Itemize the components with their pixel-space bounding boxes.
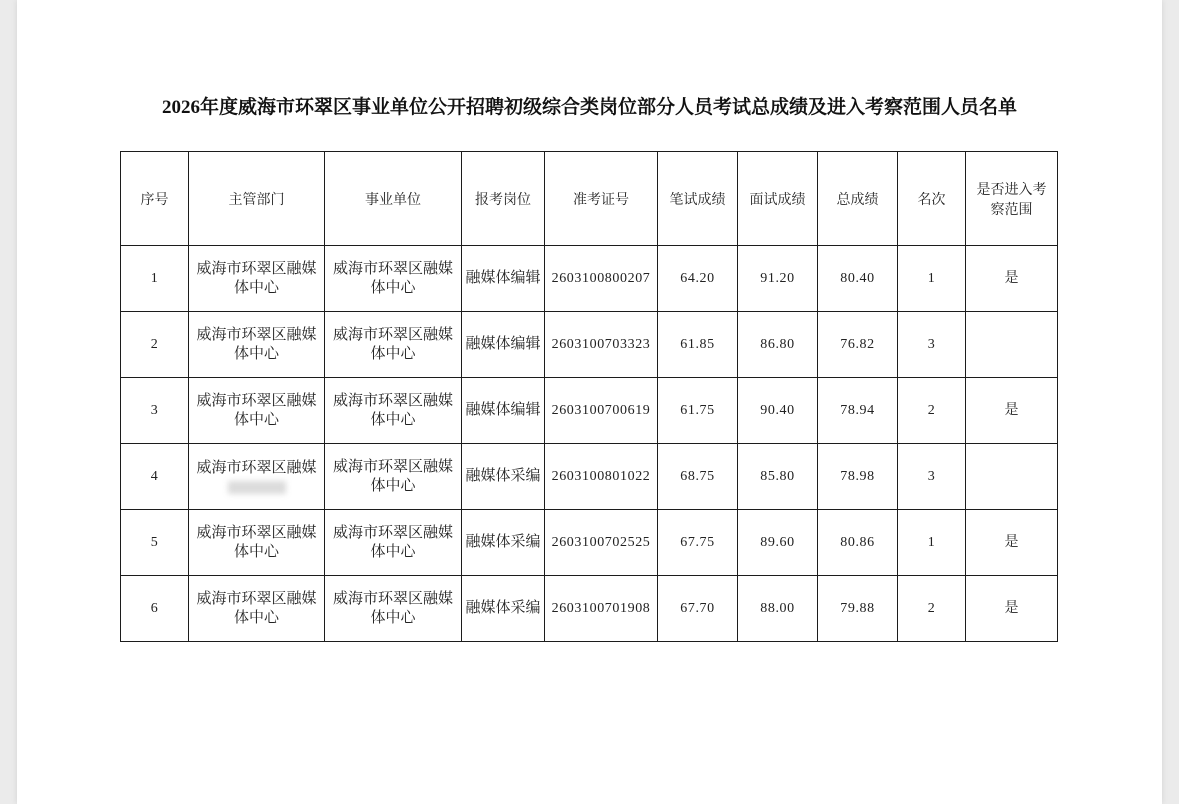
cell-interview-score: 90.40	[738, 378, 818, 444]
cell-exam-id: 2603100702525	[545, 510, 658, 576]
cell-position: 融媒体采编	[462, 444, 545, 510]
cell-unit: 威海市环翠区融媒体中心	[325, 312, 462, 378]
cell-exam-id: 2603100801022	[545, 444, 658, 510]
header-unit: 事业单位	[325, 152, 462, 246]
cell-position: 融媒体编辑	[462, 312, 545, 378]
cell-in-review: 是	[966, 510, 1058, 576]
table-row	[121, 378, 1058, 444]
cell-seq: 6	[121, 576, 189, 642]
header-total-score: 总成绩	[818, 152, 898, 246]
table-header-row	[121, 152, 1058, 246]
cell-unit: 威海市环翠区融媒体中心	[325, 510, 462, 576]
redaction-blur	[228, 481, 286, 494]
cell-total-score: 78.98	[818, 444, 898, 510]
cell-department: 威海市环翠区融媒体中心	[189, 576, 325, 642]
cell-seq: 5	[121, 510, 189, 576]
cell-department: 威海市环翠区融媒体中心	[189, 246, 325, 312]
table-row	[121, 246, 1058, 312]
header-exam-id: 准考证号	[545, 152, 658, 246]
cell-rank: 2	[898, 576, 966, 642]
cell-interview-score: 86.80	[738, 312, 818, 378]
cell-total-score: 80.40	[818, 246, 898, 312]
cell-rank: 3	[898, 444, 966, 510]
cell-position: 融媒体采编	[462, 510, 545, 576]
cell-position: 融媒体编辑	[462, 378, 545, 444]
cell-in-review	[966, 444, 1058, 510]
header-department: 主管部门	[189, 152, 325, 246]
cell-exam-id: 2603100700619	[545, 378, 658, 444]
cell-exam-id: 2603100701908	[545, 576, 658, 642]
cell-rank: 3	[898, 312, 966, 378]
cell-written-score: 67.75	[658, 510, 738, 576]
cell-interview-score: 89.60	[738, 510, 818, 576]
cell-unit: 威海市环翠区融媒体中心	[325, 444, 462, 510]
cell-written-score: 61.75	[658, 378, 738, 444]
cell-exam-id: 2603100703323	[545, 312, 658, 378]
header-position: 报考岗位	[462, 152, 545, 246]
cell-interview-score: 91.20	[738, 246, 818, 312]
cell-position: 融媒体编辑	[462, 246, 545, 312]
table-row	[121, 576, 1058, 642]
cell-seq: 2	[121, 312, 189, 378]
cell-unit: 威海市环翠区融媒体中心	[325, 378, 462, 444]
cell-total-score: 79.88	[818, 576, 898, 642]
header-written-score: 笔试成绩	[658, 152, 738, 246]
cell-total-score: 76.82	[818, 312, 898, 378]
cell-in-review: 是	[966, 576, 1058, 642]
cell-total-score: 80.86	[818, 510, 898, 576]
table-row	[121, 444, 1058, 510]
header-seq: 序号	[121, 152, 189, 246]
cell-rank: 1	[898, 510, 966, 576]
cell-department: 威海市环翠区融媒体中心	[189, 312, 325, 378]
table-row	[121, 510, 1058, 576]
cell-exam-id: 2603100800207	[545, 246, 658, 312]
cell-in-review: 是	[966, 378, 1058, 444]
cell-unit: 威海市环翠区融媒体中心	[325, 576, 462, 642]
cell-in-review	[966, 312, 1058, 378]
cell-department: 威海市环翠区融媒体中心	[189, 378, 325, 444]
cell-written-score: 67.70	[658, 576, 738, 642]
table-row	[121, 312, 1058, 378]
cell-unit: 威海市环翠区融媒体中心	[325, 246, 462, 312]
header-in-review: 是否进入考察范围	[966, 152, 1058, 246]
cell-position: 融媒体采编	[462, 576, 545, 642]
cell-department-text: 威海市环翠区融媒	[196, 460, 317, 476]
document-title: 2026年度威海市环翠区事业单位公开招聘初级综合类岗位部分人员考试总成绩及进入考察范围人员名单	[161, 97, 1017, 118]
cell-rank: 2	[898, 378, 966, 444]
cell-written-score: 68.75	[658, 444, 738, 510]
score-table	[120, 151, 1058, 642]
cell-department	[189, 444, 325, 510]
cell-department: 威海市环翠区融媒体中心	[189, 510, 325, 576]
header-rank: 名次	[898, 152, 966, 246]
cell-interview-score: 88.00	[738, 576, 818, 642]
cell-seq: 3	[121, 378, 189, 444]
cell-written-score: 64.20	[658, 246, 738, 312]
cell-rank: 1	[898, 246, 966, 312]
cell-seq: 4	[121, 444, 189, 510]
cell-total-score: 78.94	[818, 378, 898, 444]
cell-seq: 1	[121, 246, 189, 312]
cell-written-score: 61.85	[658, 312, 738, 378]
header-interview-score: 面试成绩	[738, 152, 818, 246]
cell-interview-score: 85.80	[738, 444, 818, 510]
cell-in-review: 是	[966, 246, 1058, 312]
